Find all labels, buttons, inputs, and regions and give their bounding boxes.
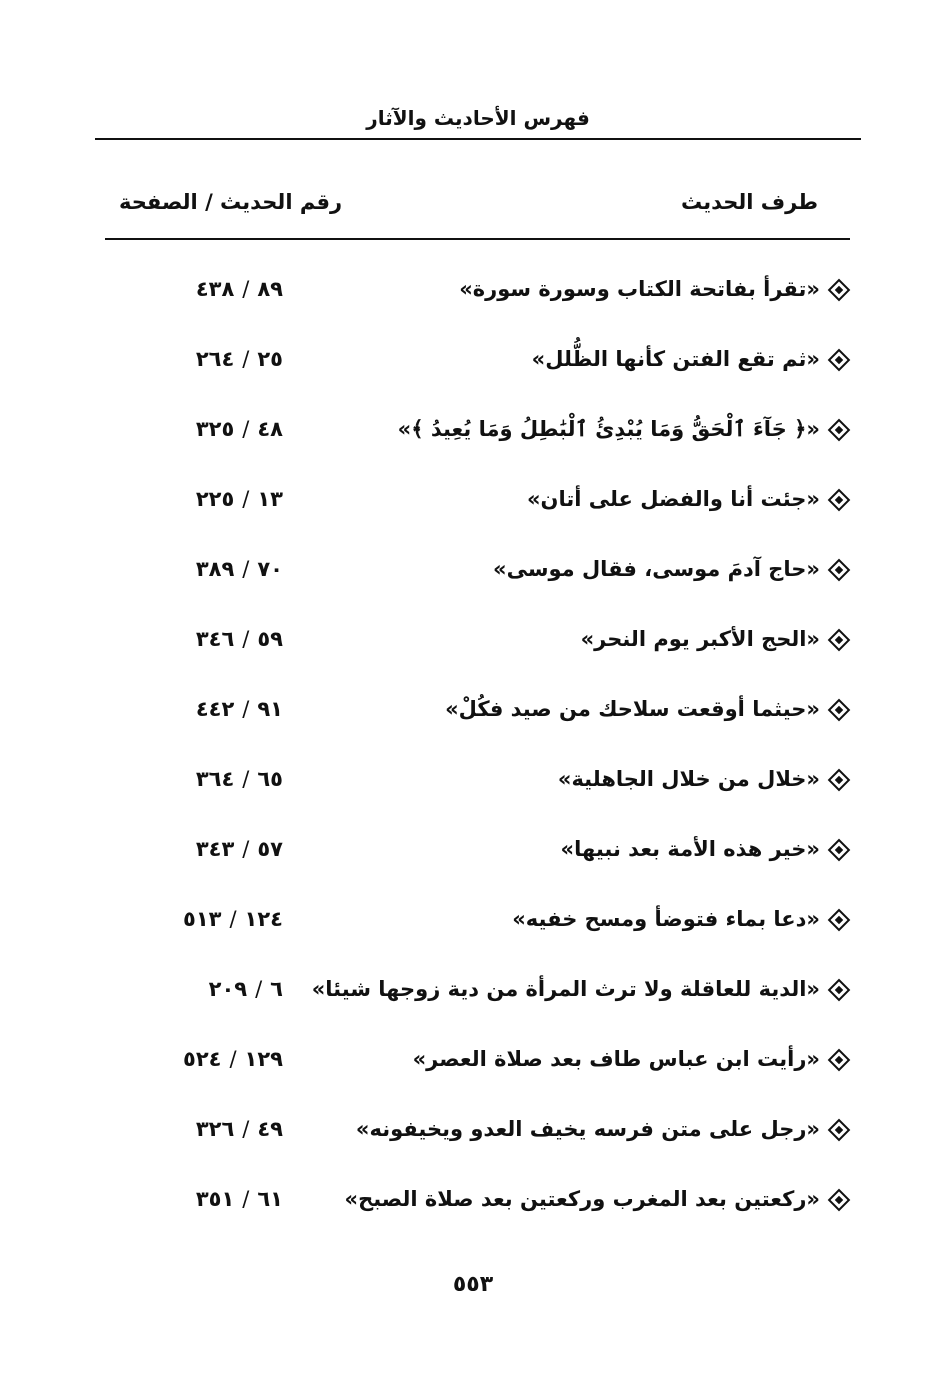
page-reference: ٤٤٢ <box>195 697 235 721</box>
index-row <box>105 678 850 748</box>
index-row <box>105 818 850 888</box>
hadith-reference: ١٢٩/٥٢٤ <box>183 1047 283 1071</box>
page-number: ٥٥٣ <box>452 1272 494 1297</box>
hadith-reference: ٢٥/٢٦٤ <box>195 347 283 371</box>
hadith-text: «ثم تقع الفتن كأنها الظُّلل» <box>531 347 820 371</box>
hadith-reference: ٤٩/٣٢٦ <box>195 1117 283 1141</box>
hadith-text: «دعا بماء فتوضأ ومسح خفيه» <box>512 907 820 931</box>
hadith-number: ٩١ <box>257 697 283 721</box>
diamond-bullet-icon <box>828 839 851 862</box>
hadith-number: ٧٠ <box>257 557 283 581</box>
hadith-text: «خلال من خلال الجاهلية» <box>557 767 820 791</box>
hadith-reference: ٧٠/٣٨٩ <box>195 557 283 581</box>
column-header-reference: رقم الحديث / الصفحة <box>119 190 343 214</box>
page-reference: ٣٤٣ <box>195 837 235 861</box>
index-row <box>105 1028 850 1098</box>
hadith-number: ٨٩ <box>257 277 283 301</box>
diamond-bullet-icon <box>828 559 851 582</box>
page-reference: ٥١٣ <box>183 907 222 931</box>
column-headers <box>105 186 850 240</box>
page-reference: ٥٢٤ <box>183 1047 222 1071</box>
hadith-text: «رجل على متن فرسه يخيف العدو ويخيفونه» <box>355 1117 820 1141</box>
diamond-bullet-icon <box>828 769 851 792</box>
hadith-text: «جئت أنا والفضل على أتان» <box>526 487 820 511</box>
diamond-bullet-icon <box>828 629 851 652</box>
hadith-text: «الدية للعاقلة ولا ترث المرأة من دية زوجها شيئا» <box>311 977 820 1001</box>
page-reference: ٢٠٩ <box>208 977 248 1001</box>
hadith-number: ٥٧ <box>257 837 283 861</box>
hadith-reference: ٦٥/٣٦٤ <box>195 767 283 791</box>
running-header <box>95 98 861 140</box>
hadith-number: ١٣ <box>257 487 283 511</box>
hadith-number: ٦٥ <box>257 767 283 791</box>
page-reference: ٤٣٨ <box>195 277 235 301</box>
diamond-bullet-icon <box>828 349 851 372</box>
diamond-bullet-icon <box>828 1189 851 1212</box>
index-row <box>105 328 850 398</box>
hadith-reference: ٩١/٤٤٢ <box>195 697 283 721</box>
diamond-bullet-icon <box>828 909 851 932</box>
hadith-number: ٤٨ <box>257 417 283 441</box>
hadith-number: ١٢٩ <box>244 1047 283 1071</box>
hadith-reference: ١٣/٢٢٥ <box>195 487 283 511</box>
index-row <box>105 1098 850 1168</box>
page-reference: ٣٦٤ <box>195 767 235 791</box>
diamond-bullet-icon <box>828 489 851 512</box>
hadith-reference: ٥٧/٣٤٣ <box>195 837 283 861</box>
column-header-hadith: طرف الحديث <box>680 190 818 214</box>
page-reference: ٣٥١ <box>195 1187 235 1211</box>
hadith-text: «حاج آدمَ موسى، فقال موسى» <box>493 557 820 581</box>
index-row <box>105 398 850 468</box>
hadith-reference: ٦١/٣٥١ <box>195 1187 283 1211</box>
hadith-text: «الحج الأكبر يوم النحر» <box>580 627 820 651</box>
page-reference: ٢٢٥ <box>195 487 235 511</box>
hadith-reference: ٤٨/٣٢٥ <box>195 417 283 441</box>
diamond-bullet-icon <box>828 979 851 1002</box>
hadith-text: «ركعتين بعد المغرب وركعتين بعد صلاة الصبح» <box>344 1187 820 1211</box>
hadith-number: ٦ <box>270 977 283 1001</box>
diamond-bullet-icon <box>828 279 851 302</box>
page-reference: ٣٨٩ <box>195 557 235 581</box>
index-row <box>105 748 850 818</box>
page-reference: ٣٢٦ <box>195 1117 235 1141</box>
index-row <box>105 888 850 958</box>
index-row <box>105 258 850 328</box>
hadith-text: «حيثما أوقعت سلاحك من صيد فكُلْ» <box>445 697 820 721</box>
diamond-bullet-icon <box>828 1119 851 1142</box>
index-row <box>105 468 850 538</box>
hadith-number: ٢٥ <box>257 347 283 371</box>
index-row <box>105 608 850 678</box>
diamond-bullet-icon <box>828 1049 851 1072</box>
hadith-number: ٥٩ <box>257 627 283 651</box>
hadith-reference: ٥٩/٣٤٦ <box>195 627 283 651</box>
hadith-text: «رأيت ابن عباس طاف بعد صلاة العصر» <box>412 1047 820 1071</box>
diamond-bullet-icon <box>828 699 851 722</box>
hadith-number: ١٢٤ <box>244 907 283 931</box>
index-row <box>105 1168 850 1238</box>
running-title: فهرس الأحاديث والآثار <box>366 106 590 130</box>
page-reference: ٢٦٤ <box>195 347 235 371</box>
hadith-reference: ١٢٤/٥١٣ <box>183 907 283 931</box>
index-row <box>105 958 850 1028</box>
hadith-number: ٦١ <box>257 1187 283 1211</box>
diamond-bullet-icon <box>828 419 851 442</box>
hadith-reference: ٦/٢٠٩ <box>208 977 283 1001</box>
hadith-text: «خير هذه الأمة بعد نبيها» <box>560 837 820 861</box>
hadith-text: «﴿ جَآءَ ٱلْحَقُّ وَمَا يُبْدِئُ ٱلْبَٰطِلُ وَمَا يُعِيدُ ﴾» <box>397 417 820 441</box>
page-reference: ٣٤٦ <box>195 627 235 651</box>
hadith-number: ٤٩ <box>257 1117 283 1141</box>
hadith-index-list <box>105 258 850 1238</box>
index-row <box>105 538 850 608</box>
page-reference: ٣٢٥ <box>195 417 235 441</box>
hadith-text: «تقرأ بفاتحة الكتاب وسورة سورة» <box>459 277 820 301</box>
hadith-reference: ٨٩/٤٣٨ <box>195 277 283 301</box>
